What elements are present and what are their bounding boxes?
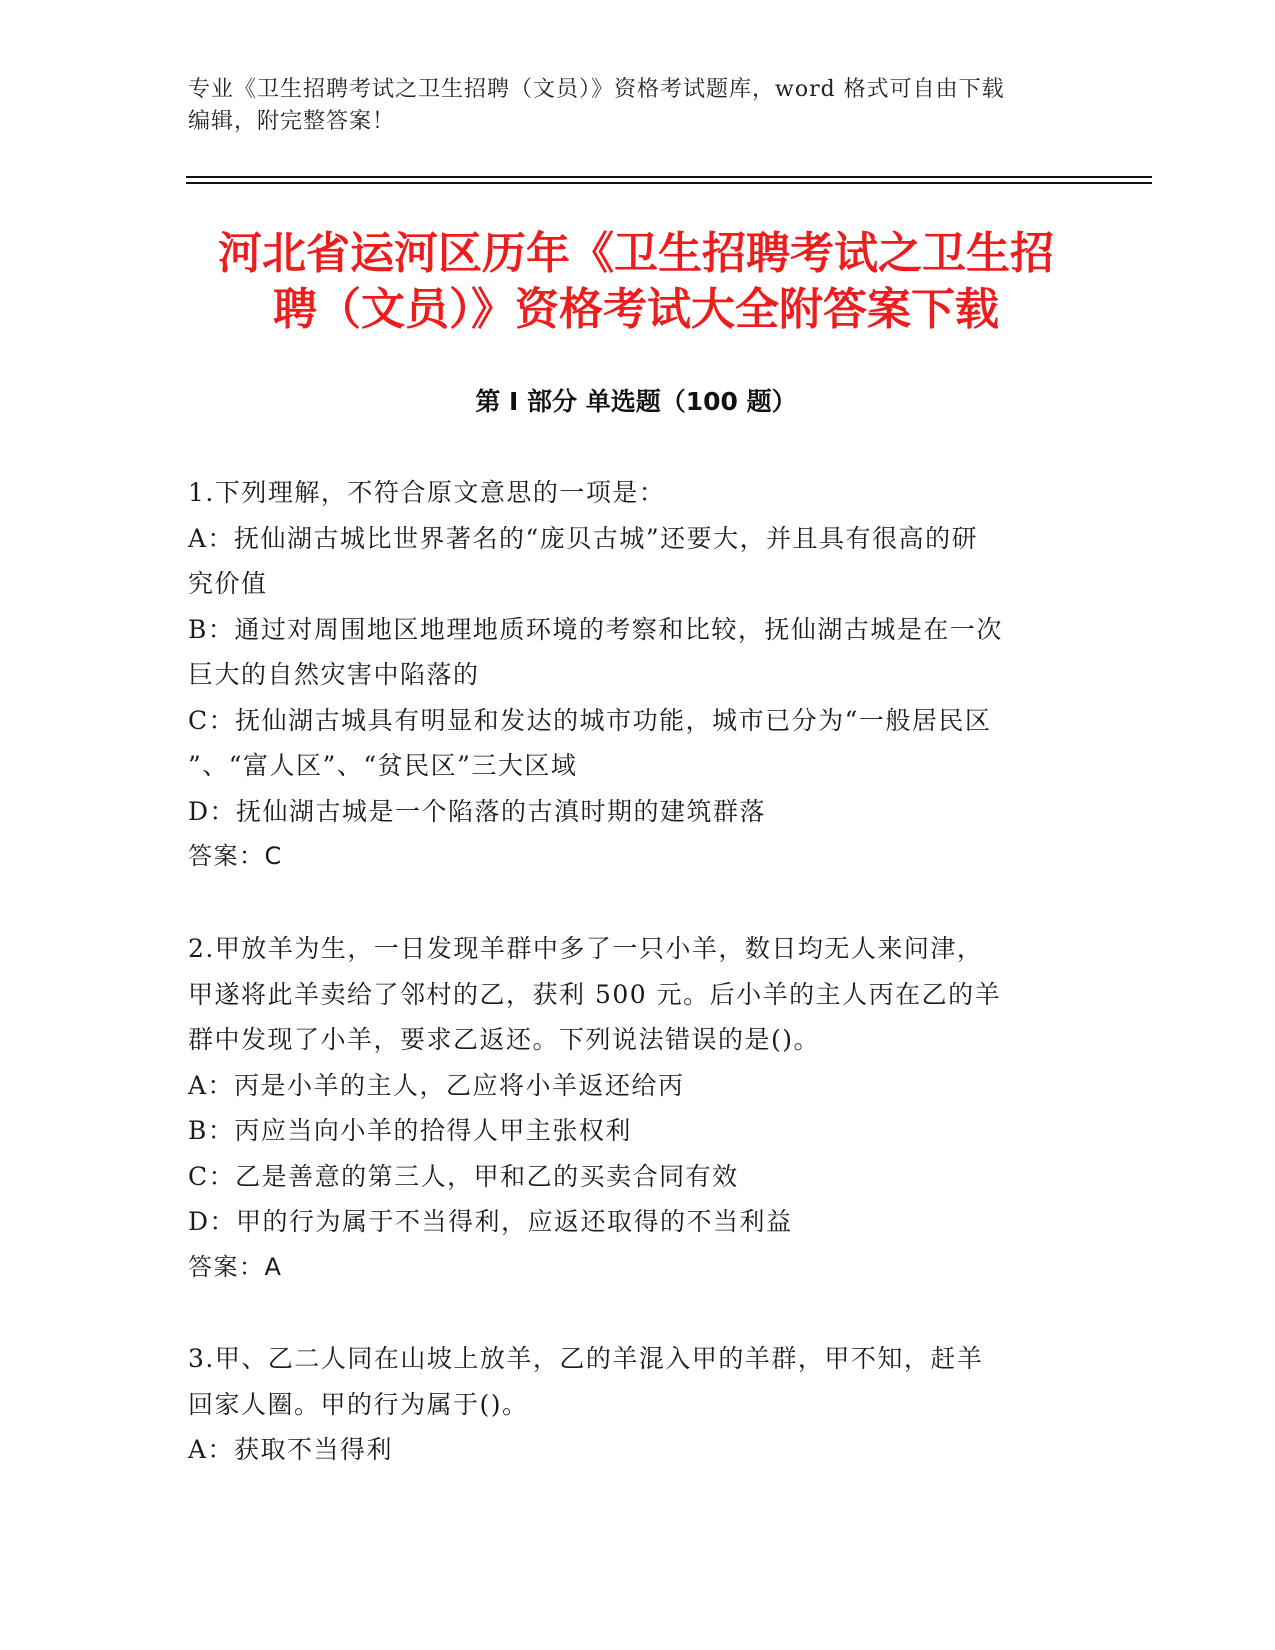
option-a: A：抚仙湖古城比世界著名的“庞贝古城”还要大，并且具有很高的研 [188, 523, 979, 553]
option-a: A：丙是小羊的主人，乙应将小羊返还给丙 [188, 1070, 685, 1100]
option-b: B：通过对周围地区地理地质环境的考察和比较，抚仙湖古城是在一次 [188, 614, 1003, 644]
option-c-cont: ”、“富人区”、“贫民区”三大区域 [188, 751, 578, 780]
option-c: C：抚仙湖古城具有明显和发达的城市功能，城市已分为“一般居民区 [188, 705, 992, 735]
option-d: D：甲的行为属于不当得利，应返还取得的不当利益 [188, 1207, 793, 1236]
question-stem: 群中发现了小羊，要求乙返还。下列说法错误的是()。 [188, 1025, 821, 1054]
document-title-line: 聘（文员）》资格考试大全附答案下载 [273, 284, 999, 335]
question-2 [188, 926, 1078, 1290]
question-stem: 回家人圈。甲的行为属于()。 [188, 1389, 529, 1419]
document-title-line: 河北省运河区历年《卫生招聘考试之卫生招 [218, 228, 1054, 279]
section-title: 第 I 部分 单选题（100 题） [475, 387, 797, 416]
option-d: D：抚仙湖古城是一个陷落的古滇时期的建筑群落 [188, 796, 767, 826]
header-note-line: 编辑，附完整答案！ [188, 109, 396, 134]
header-note [188, 74, 1068, 138]
question-stem: 1.下列理解，不符合原文意思的一项是： [188, 478, 666, 507]
header-note-line: 专业《卫生招聘考试之卫生招聘（文员）》资格考试题库，word 格式可自由下载 [188, 77, 1005, 102]
question-stem: 甲遂将此羊卖给了邻村的乙，获利 500 元。后小羊的主人丙在乙的羊 [188, 979, 1002, 1009]
question-1 [188, 470, 1078, 880]
question-3 [188, 1336, 1078, 1473]
header-divider-top [186, 176, 1152, 178]
document-title [186, 226, 1086, 338]
answer: 答案：A [188, 1252, 283, 1281]
option-a: A：获取不当得利 [188, 1435, 394, 1464]
option-c: C：乙是善意的第三人，甲和乙的买卖合同有效 [188, 1161, 739, 1191]
answer: 答案：C [188, 842, 283, 870]
question-stem: 3.甲、乙二人同在山坡上放羊，乙的羊混入甲的羊群，甲不知，赶羊 [188, 1344, 984, 1373]
option-a-cont: 究价值 [188, 569, 268, 598]
question-stem: 2.甲放羊为生，一日发现羊群中多了一只小羊，数日均无人来问津， [188, 934, 984, 963]
header-divider-bottom [186, 182, 1152, 184]
option-b: B：丙应当向小羊的拾得人甲主张权利 [188, 1116, 632, 1145]
option-b-cont: 巨大的自然灾害中陷落的 [188, 660, 480, 689]
